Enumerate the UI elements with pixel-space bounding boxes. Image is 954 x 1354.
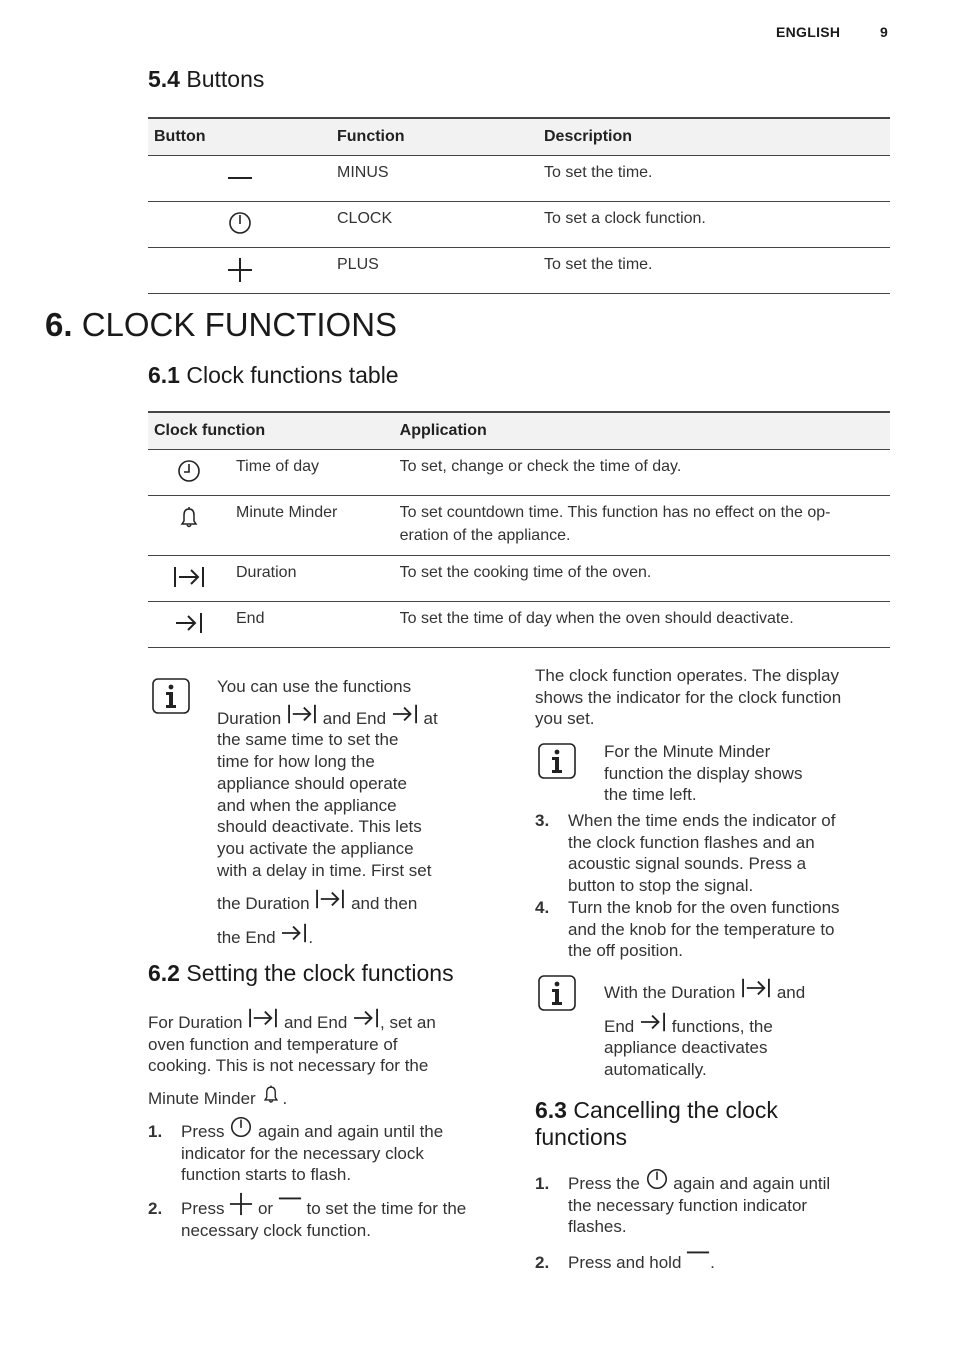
step-line: acoustic signal sounds. Press a: [568, 854, 807, 874]
step-number: 1.: [148, 1122, 163, 1141]
note-line: [217, 887, 477, 915]
step-line: [535, 897, 895, 919]
step-line: [535, 1167, 895, 1195]
table-header-row: [148, 118, 890, 156]
info-note-minute-minder: [604, 741, 874, 806]
info-note-auto-deactivate: [604, 976, 874, 1081]
section-number: 6.3: [535, 1097, 567, 1123]
button-icon-cell: [148, 156, 331, 202]
section-number: 5.4: [148, 66, 180, 92]
list-item: [148, 1192, 508, 1241]
list-item: [535, 810, 895, 897]
step-line: button to stop the signal.: [568, 876, 754, 896]
note-line: the time left.: [604, 785, 697, 805]
function-name-cell: Time of day: [230, 450, 394, 496]
plus-icon: [229, 1192, 253, 1216]
clock-functions-table: [148, 411, 890, 648]
page-number: 9: [880, 24, 888, 40]
duration-icon: [314, 887, 346, 911]
table-header-row: [148, 412, 890, 450]
function-cell: PLUS: [331, 248, 538, 294]
section-heading-6-3: [535, 1097, 778, 1151]
note-line: and when the appliance: [217, 795, 397, 815]
time-of-day-icon: [176, 458, 202, 484]
step-text: again and again until: [673, 1174, 831, 1193]
column-header: Clock function: [148, 412, 394, 450]
heading-line: [535, 1097, 778, 1124]
function-icon-cell: [148, 556, 230, 602]
info-note-duration-end: [217, 676, 477, 949]
table-row: [148, 156, 890, 202]
step-number: 3.: [535, 811, 550, 830]
section-number: 6.2: [148, 960, 180, 986]
function-icon-cell: [148, 496, 230, 556]
note-text: and End: [322, 708, 387, 728]
function-cell: MINUS: [331, 156, 538, 202]
step-line: [535, 1246, 895, 1274]
intro-text: Minute Minder: [148, 1089, 256, 1109]
bell-icon: [260, 1082, 282, 1106]
note-line: automatically.: [604, 1060, 707, 1080]
list-item: [148, 1115, 508, 1186]
end-icon: [391, 702, 419, 726]
step-line: [148, 1115, 508, 1143]
note-text: and: [776, 983, 806, 1002]
column-header: Function: [331, 118, 538, 156]
step-line: indicator for the necessary clock: [181, 1143, 424, 1163]
step-number: 1.: [535, 1174, 550, 1193]
function-name-cell: Minute Minder: [230, 496, 394, 556]
table-row: [148, 248, 890, 294]
note-line: appliance should operate: [217, 773, 407, 793]
section-6-2-intro: [148, 1006, 498, 1110]
chapter-title: CLOCK FUNCTIONS: [81, 306, 398, 343]
note-line: [217, 921, 477, 949]
step-line: the off position.: [568, 941, 683, 961]
note-line: appliance deactivates: [604, 1038, 768, 1058]
minus-icon: [278, 1192, 302, 1216]
end-icon: [639, 1010, 667, 1034]
info-icon: [152, 678, 190, 714]
minus-icon: [227, 164, 253, 190]
end-icon: [280, 921, 308, 945]
step-text: Press: [181, 1122, 225, 1141]
step-line: flashes.: [568, 1217, 627, 1237]
duration-icon: [286, 702, 318, 726]
info-icon: [538, 743, 576, 779]
step-line: necessary clock function.: [181, 1220, 371, 1240]
button-icon-cell: [148, 248, 331, 294]
application-cell: To set the time of day when the oven should deactivate.: [394, 602, 890, 648]
section-heading-6-2: [148, 960, 454, 987]
step-text: Turn the knob for the oven functions: [568, 897, 840, 917]
clock-icon: [645, 1167, 669, 1191]
description-cell: To set the time.: [538, 248, 890, 294]
duration-icon: [740, 976, 772, 1000]
application-cell: To set, change or check the time of day.: [394, 450, 890, 496]
step-text: .: [710, 1253, 715, 1273]
step-text: again and again until the: [257, 1122, 444, 1141]
step-line: [148, 1192, 508, 1220]
function-icon-cell: [148, 450, 230, 496]
step-list-6-3: [535, 1167, 895, 1274]
function-icon-cell: [148, 602, 230, 648]
note-line: [604, 1010, 874, 1038]
list-item: [535, 1167, 895, 1238]
intro-line: [148, 1006, 498, 1034]
note-text: End: [604, 1016, 635, 1036]
note-line: with a delay in time. First set: [217, 860, 432, 880]
note-text: at: [423, 708, 438, 728]
section-number: 6.1: [148, 362, 180, 388]
note-text: the End: [217, 928, 276, 948]
step-line: function starts to flash.: [181, 1165, 352, 1185]
intro-text: and End: [283, 1013, 348, 1032]
section-title: Clock functions table: [186, 362, 399, 388]
intro-line: [148, 1082, 498, 1110]
chapter-heading: [45, 306, 397, 344]
note-line: [604, 976, 874, 1004]
function-name-cell: Duration: [230, 556, 394, 602]
note-line: function the display shows: [604, 763, 803, 783]
step-line: the clock function flashes and an: [568, 832, 815, 852]
display-indicator-paragraph: [535, 665, 890, 730]
note-line: [217, 702, 477, 730]
intro-text: , set an: [380, 1013, 436, 1032]
paragraph-line: The clock function operates. The display: [535, 666, 839, 685]
section-title: Setting the clock functions: [186, 960, 454, 986]
chapter-number: 6.: [45, 306, 73, 343]
column-header: Description: [538, 118, 890, 156]
table-row: [148, 450, 890, 496]
note-text: .: [308, 928, 314, 948]
paragraph-line: you set.: [535, 709, 595, 729]
step-number: 2.: [148, 1199, 163, 1219]
intro-text: For Duration: [148, 1013, 243, 1032]
step-line: and the knob for the temperature to: [568, 919, 835, 939]
table-row: [148, 556, 890, 602]
intro-text: .: [282, 1089, 288, 1109]
table-row: [148, 496, 890, 556]
application-cell: To set the cooking time of the oven.: [394, 556, 890, 602]
note-text: and then: [351, 894, 418, 914]
step-text: to set the time for the: [306, 1199, 467, 1219]
table-row: [148, 602, 890, 648]
description-cell: To set a clock function.: [538, 202, 890, 248]
step-list-6-2: [148, 1115, 508, 1242]
note-line: you activate the appliance: [217, 838, 414, 858]
step-text: Press and hold: [568, 1253, 682, 1273]
note-text: the Duration: [217, 894, 310, 914]
note-text: Duration: [217, 708, 282, 728]
intro-line: cooking. This is not necessary for the: [148, 1056, 429, 1076]
step-line: [535, 810, 895, 832]
note-text: With the Duration: [604, 983, 736, 1002]
duration-icon: [247, 1006, 279, 1030]
step-text: Press the: [568, 1174, 640, 1193]
info-icon: [538, 975, 576, 1011]
note-line: You can use the functions: [217, 677, 412, 696]
minus-icon: [686, 1246, 710, 1270]
step-text: or: [257, 1199, 274, 1219]
description-cell: To set the time.: [538, 156, 890, 202]
section-title: functions: [535, 1124, 628, 1150]
application-line: eration of the appliance.: [399, 527, 571, 544]
section-heading-5-4: [148, 66, 264, 93]
note-line: the same time to set the: [217, 730, 399, 750]
column-header: Application: [394, 412, 890, 450]
section-title: Cancelling the clock: [573, 1097, 778, 1123]
step-number: 2.: [535, 1253, 550, 1273]
list-item: [535, 1246, 895, 1274]
step-text: Press: [181, 1199, 225, 1219]
step-number: 4.: [535, 897, 550, 917]
step-line: the necessary function indicator: [568, 1195, 808, 1215]
section-title: Buttons: [186, 66, 265, 92]
clock-icon: [227, 210, 253, 236]
paragraph-line: shows the indicator for the clock function: [535, 687, 842, 707]
note-text: functions, the: [671, 1016, 773, 1036]
language-label: ENGLISH: [776, 24, 841, 40]
clock-icon: [229, 1115, 253, 1139]
column-header: Button: [148, 118, 331, 156]
list-item: [535, 897, 895, 962]
step-list-continued: [535, 810, 895, 962]
application-cell: [394, 496, 890, 556]
end-icon: [174, 610, 204, 636]
section-heading-6-1: [148, 362, 399, 389]
intro-line: oven function and temperature of: [148, 1034, 398, 1054]
note-line: should deactivate. This lets: [217, 817, 422, 837]
plus-icon: [227, 256, 253, 282]
buttons-table: [148, 117, 890, 294]
end-icon: [352, 1006, 380, 1030]
application-line: To set countdown time. This function has no effect on the op-: [399, 504, 831, 521]
step-text: When the time ends the indicator of: [568, 811, 836, 830]
function-name-cell: End: [230, 602, 394, 648]
button-icon-cell: [148, 202, 331, 248]
duration-icon: [172, 564, 206, 590]
bell-icon: [176, 504, 202, 530]
table-row: [148, 202, 890, 248]
note-line: time for how long the: [217, 752, 375, 772]
note-line: For the Minute Minder: [604, 742, 771, 761]
function-cell: CLOCK: [331, 202, 538, 248]
